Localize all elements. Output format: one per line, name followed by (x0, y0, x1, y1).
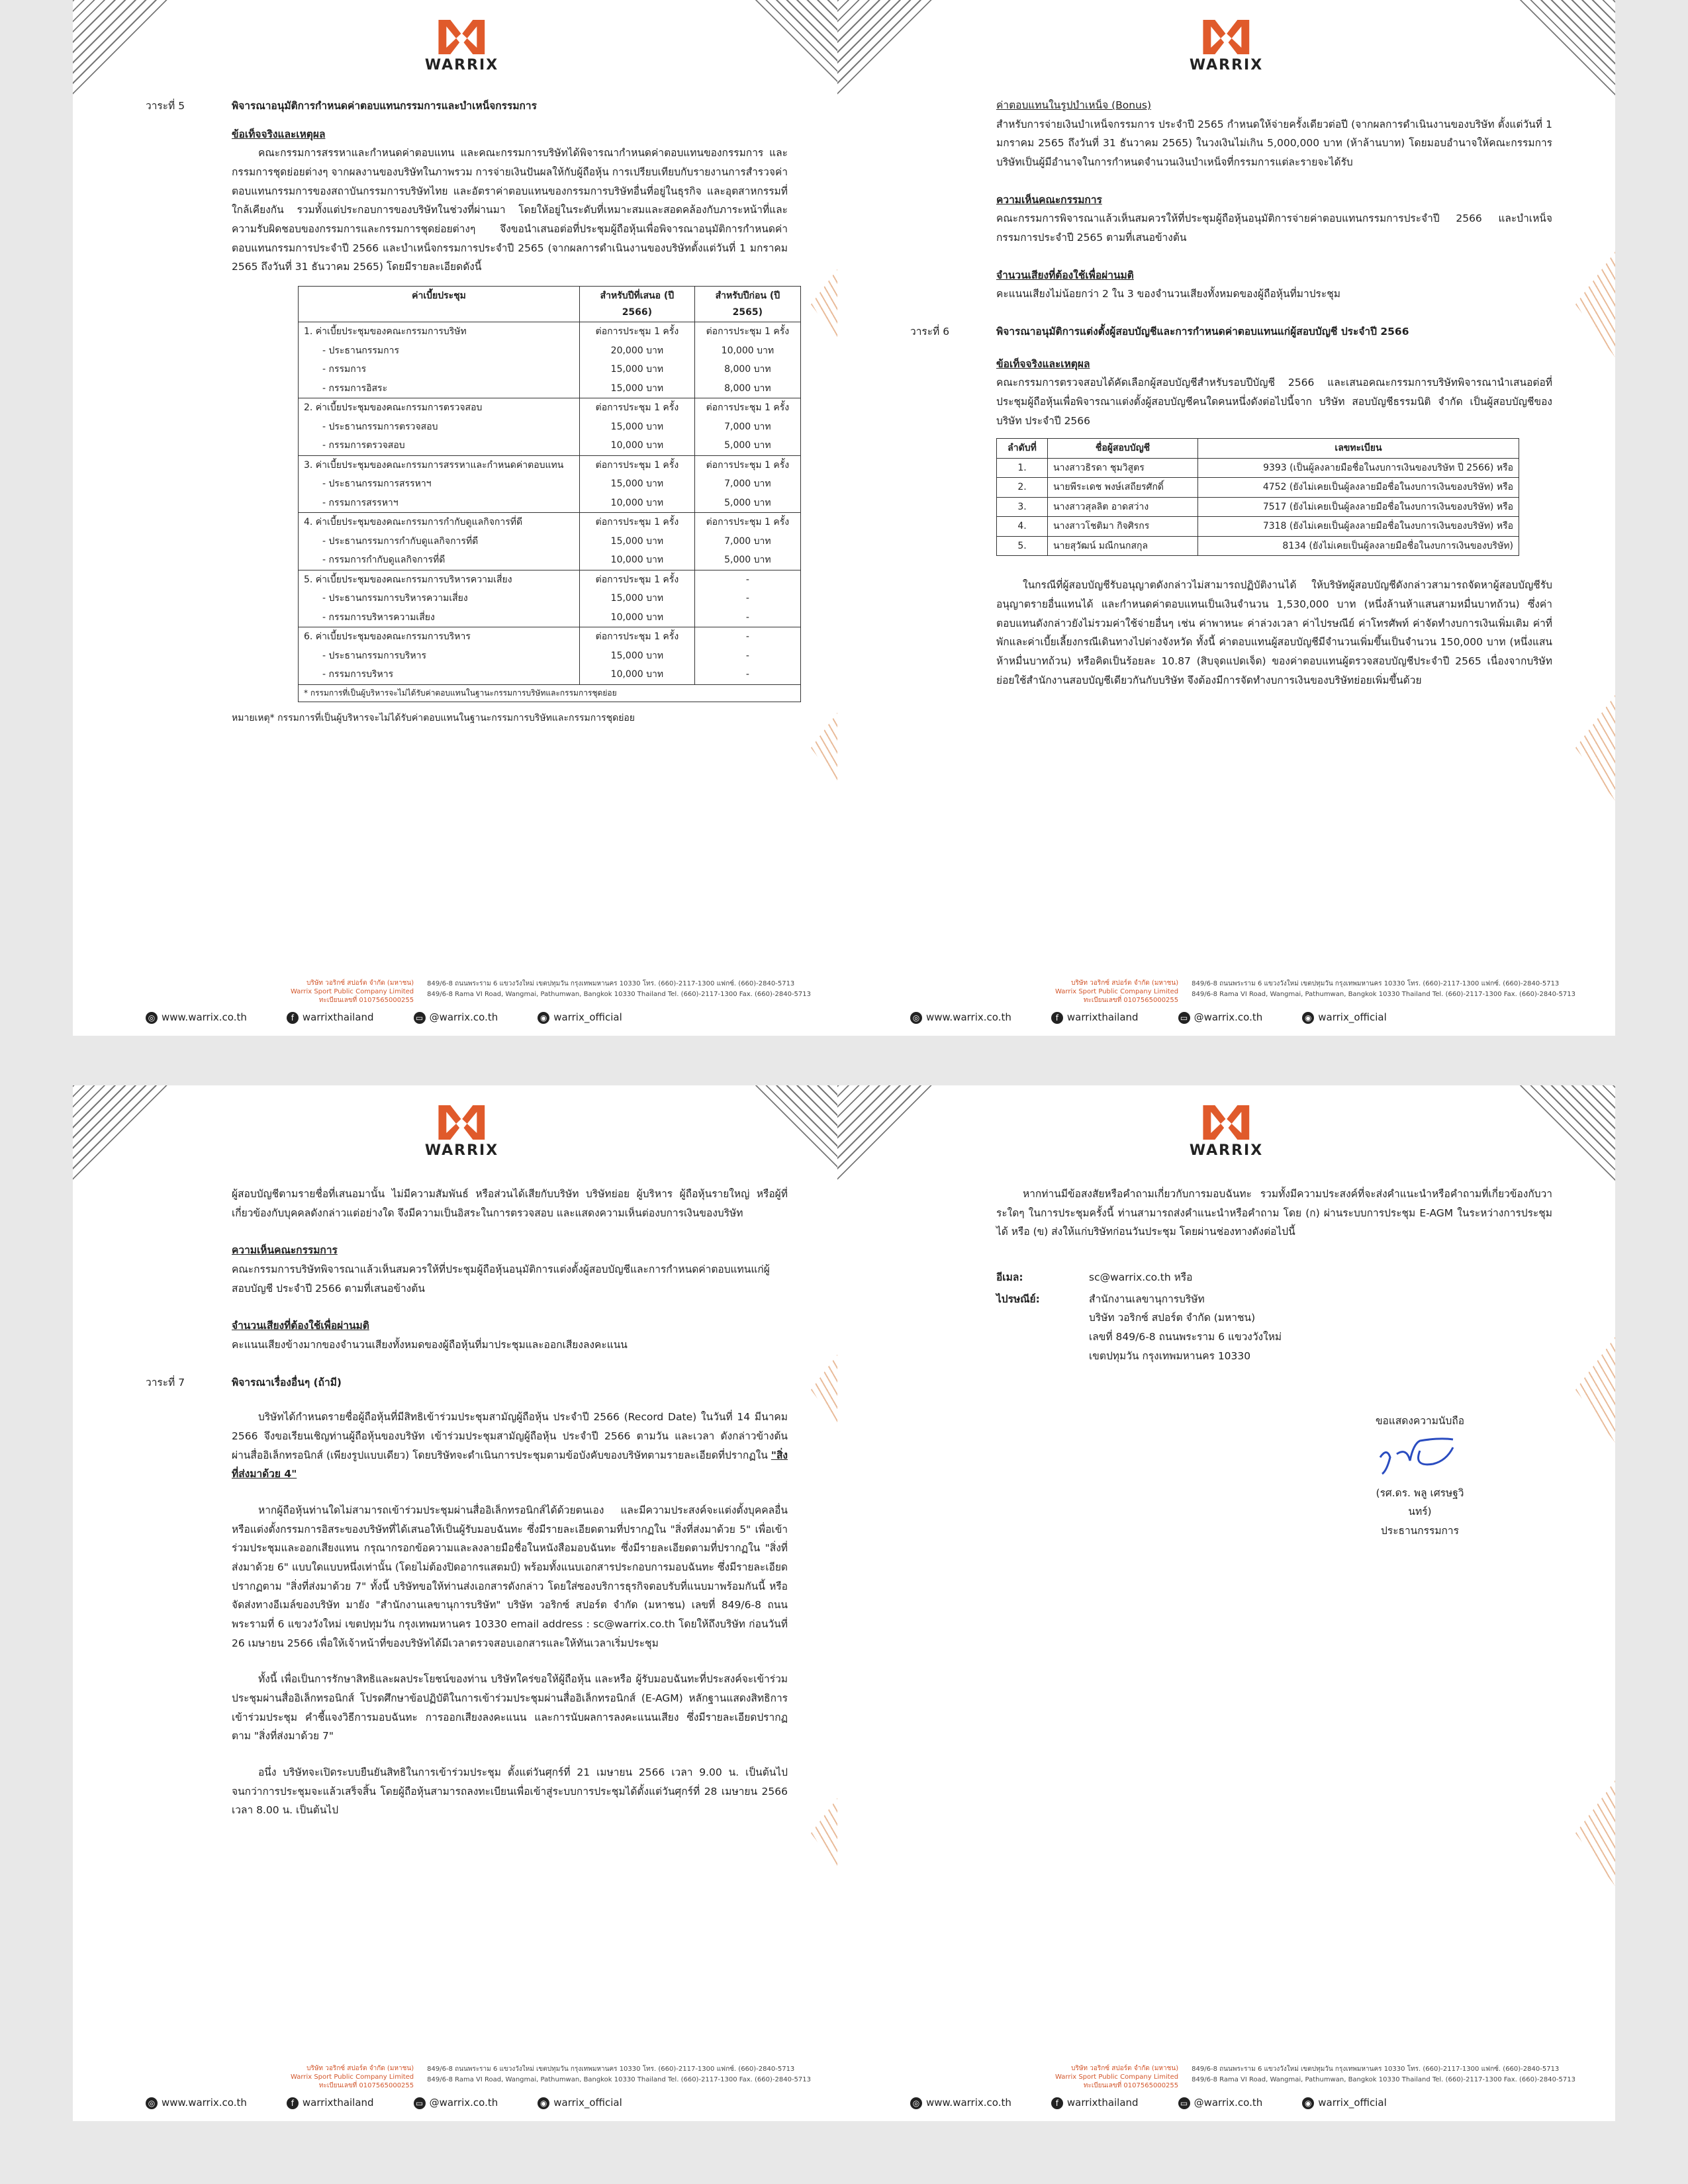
line-icon: ▭ (414, 1012, 426, 1024)
fee-value-cell: 15,000 บาท (580, 589, 695, 608)
footer-company-en: Warrix Sport Public Company Limited (1055, 988, 1179, 995)
fee-label-cell: - กรรมการบริหารความเสี่ยง (299, 608, 580, 627)
table-row (299, 418, 801, 437)
fee-label-cell: - กรรมการกำกับดูแลกิจการที่ดี (299, 551, 580, 570)
post-row (996, 1290, 1552, 1366)
opinion-heading: ความเห็นคณะกรรมการ (996, 193, 1102, 206)
post-label: ไปรษณีย์: (996, 1293, 1040, 1305)
globe-icon: ◎ (910, 1012, 922, 1024)
page-4-content (910, 1185, 1552, 1541)
decorative-stripes (837, 1085, 937, 1185)
agenda-title: พิจารณาอนุมัติการกำหนดค่าตอบแทนกรรมการและบำเหน็จกรรมการ (232, 100, 537, 112)
fee-label-cell: - กรรมการสรรหาฯ (299, 494, 580, 513)
line-link[interactable]: ▭ @warrix.co.th (1178, 2097, 1263, 2109)
fee-value-cell: 15,000 บาท (580, 418, 695, 437)
table-row (299, 455, 801, 475)
facts-text: คณะกรรมการตรวจสอบได้คัดเลือกผู้สอบบัญชีสำหรับรอบปีบัญชี 2566 และเสนอคณะกรรมการบริษัทพิจารณานำเสนอต่อที่ประชุมผู้ถือหุ้นเพื่อพิจารณาแต่งตั้งผู้สอบบัญชีคนใดคนหนึ่งดังต่อไปนี้จาก บริษัท สอบบัญชีธรรมนิติ จำกัด เป็นผู้สอบบัญชีของบริษัท ประจำปี 2566 (996, 377, 1552, 427)
instagram-link[interactable]: ◉ warrix_official (1302, 1011, 1387, 1024)
footer (146, 979, 811, 1024)
votes-heading: จำนวนเสียงที่ต้องใช้เพื่อผ่านมติ (996, 269, 1134, 281)
votes-text: คะแนนเสียงไม่น้อยกว่า 2 ใน 3 ของจำนวนเสียงทั้งหมดของผู้ถือหุ้นที่มาประชุม (996, 288, 1340, 300)
fee-value-cell: - (694, 608, 800, 627)
facebook-icon: f (1051, 2097, 1063, 2109)
fee-value-cell: ต่อการประชุม 1 ครั้ง (694, 398, 800, 418)
table-header: ค่าเบี้ยประชุม (299, 287, 580, 322)
facebook-link[interactable]: f warrixthailand (1051, 2097, 1139, 2109)
decorative-stripes (1575, 1780, 1615, 1886)
fee-label-cell: - ประธานกรรมการตรวจสอบ (299, 418, 580, 437)
footer-company-en: Warrix Sport Public Company Limited (1055, 2073, 1179, 2081)
fee-label-cell: 5. ค่าเบี้ยประชุมของคณะกรรมการบริหารความเสี่ยง (299, 570, 580, 589)
line-link[interactable]: ▭ @warrix.co.th (1178, 1011, 1263, 1024)
table-row (299, 551, 801, 570)
footer-company-th: บริษัท วอริกซ์ สปอร์ต จำกัด (มหาชน) (306, 2065, 414, 2072)
web-link[interactable]: ◎ www.warrix.co.th (910, 1011, 1011, 1024)
record-date-text: บริษัทได้กำหนดรายชื่อผู้ถือหุ้นที่มีสิทธิเข้าร่วมประชุมสามัญผู้ถือหุ้น ประจำปี 2566 (Record Date) ในวันที่ 14 มีนาคม 2566 จึงขอเรียนเชิญท่านผู้ถือหุ้นของบริษัท เข้าร่วมประชุมสามัญผู้ถือหุ้น ประจำปี 2566 ตามวัน และเวลา ดังกล่าวข้างต้น ผ่านสื่ออิเล็กทรอนิกส์ (เพียงรูปแบบเดียว) โดยบริษัทจะดำเนินการประชุมตามข้อบังคับของบริษัทตามรายละเอียดที่ปรากฏใน "สิ่งที่ส่งมาด้วย 4" (232, 1411, 788, 1480)
line-link[interactable]: ▭ @warrix.co.th (414, 1011, 498, 1024)
table-note: * กรรมการที่เป็นผู้บริหารจะไม่ได้รับค่าตอบแทนในฐานะกรรมการบริษัทและกรรมการชุดย่อย (299, 684, 801, 702)
fee-value-cell: 15,000 บาท (580, 475, 695, 494)
table-header: สำหรับปีที่เสนอ (ปี 2566) (580, 287, 695, 322)
instagram-icon: ◉ (1302, 1012, 1314, 1024)
fee-label-cell: 4. ค่าเบี้ยประชุมของคณะกรรมการกำกับดูแลกิจการที่ดี (299, 513, 580, 532)
fee-value-cell: 20,000 บาท (580, 341, 695, 361)
agenda-heading (910, 322, 1552, 341)
facebook-icon: f (1051, 1012, 1063, 1024)
warrix-wordmark: WARRIX (1189, 57, 1264, 73)
email-row (996, 1268, 1552, 1287)
warrix-logo (425, 20, 498, 73)
footer-company-th: บริษัท วอริกซ์ สปอร์ต จำกัด (มหาชน) (306, 979, 414, 987)
fee-label-cell: - ประธานกรรมการสรรหาฯ (299, 475, 580, 494)
globe-icon: ◎ (910, 2097, 922, 2109)
contact-intro: หากท่านมีข้อสงสัยหรือคำถามเกี่ยวกับการมอบฉันทะ รวมทั้งมีความประสงค์ที่จะส่งคำแนะนำหรือคำถามที่เกี่ยวข้องกับวาระใดๆ ในการประชุมครั้งนี้ ท่านสามารถส่งคำแนะนำหรือคำถาม โดย (ก) ผ่านระบบการประชุม E-AGM ในระหว่างการประชุมได้ หรือ (ข) ส่งให้แก่บริษัทก่อนวันประชุม โดยผ่านช่องทางดังต่อไปนี้ (996, 1188, 1552, 1238)
decorative-stripes (1516, 0, 1615, 99)
line-link[interactable]: ▭ @warrix.co.th (414, 2097, 498, 2109)
signer-title: ประธานกรรมการ (1381, 1525, 1459, 1537)
votes-heading: จำนวนเสียงที่ต้องใช้เพื่อผ่านมติ (232, 1320, 369, 1332)
table-row (299, 494, 801, 513)
decorative-stripes (1575, 251, 1615, 357)
fee-value-cell: 10,000 บาท (580, 608, 695, 627)
proxy-text: หากผู้ถือหุ้นท่านใดไม่สามารถเข้าร่วมประชุมผ่านสื่ออิเล็กทรอนิกส์ได้ด้วยตนเอง และมีความประสงค์จะแต่งตั้งบุคคลอื่น หรือแต่งตั้งกรรมการอิสระของบริษัทที่ได้เสนอให้เป็นผู้รับมอบฉันทะ ซึ่งมีรายละเอียดตามที่ปรากฏใน "สิ่งที่ส่งมาด้วย 5" เพื่อเข้าร่วมประชุมและออกเสียงแทน กรุณากรอกข้อความและลงลายมือชื่อในหนังสือมอบฉันทะ ซึ่งมีรายละเอียดตามที่ปรากฏใน "สิ่งที่ส่งมาด้วย 6" แบบใดแบบหนึ่งเท่านั้น (โดยไม่ต้องปิดอากรแสตมป์) พร้อมทั้งแนบเอกสารประกอบการมอบฉันทะ ซึ่งมีรายละเอียดปรากฏตาม "สิ่งที่ส่งมาด้วย 7" ทั้งนี้ บริษัทขอให้ท่านส่งเอกสารดังกล่าว โดยใส่ซองบริการธุรกิจตอบรับที่แนบมาพร้อมกันนี้ หรือจัดส่งทางอีเมล์ของบริษัท มายัง "สำนักงานเลขานุการบริษัท" บริษัท วอริกซ์ สปอร์ต จำกัด (มหาชน) เลขที่ 849/6-8 ถนนพระรามที่ 6 แขวงวังใหม่ เขตปทุมวัน กรุงเทพมหานคร 10330 email address : sc@warrix.co.th โดยให้ถึงบริษัท ก่อนวันที่ 26 เมษายน 2566 เพื่อให้เจ้าหน้าที่ของบริษัทได้มีเวลาตรวจสอบเอกสารและให้ทันเวลาเริ่มประชุม (232, 1504, 788, 1649)
auditor-name: นางสาวธิรดา ชุมวิสูตร (1048, 458, 1198, 478)
fee-label-cell: 2. ค่าเบี้ยประชุมของคณะกรรมการตรวจสอบ (299, 398, 580, 418)
globe-icon: ◎ (146, 2097, 158, 2109)
fee-value-cell: 10,000 บาท (694, 341, 800, 361)
footer (910, 979, 1575, 1024)
agenda-heading (146, 1373, 788, 1392)
votes-text: คะแนนเสียงข้างมากของจำนวนเสียงทั้งหมดของผู้ถือหุ้นที่มาประชุมและออกเสียงลงคะแนน (232, 1339, 628, 1351)
table-row (997, 458, 1519, 478)
facebook-link[interactable]: f warrixthailand (287, 1011, 374, 1024)
auditor-index: 4. (997, 517, 1048, 537)
fee-value-cell: 7,000 บาท (694, 475, 800, 494)
instagram-link[interactable]: ◉ warrix_official (1302, 2097, 1387, 2109)
table-row (997, 478, 1519, 498)
fee-value-cell: 5,000 บาท (694, 436, 800, 455)
footer-reg: ทะเบียนเลขที่ 0107565000255 (1083, 997, 1179, 1004)
warrix-logo-icon (1203, 20, 1250, 54)
registration-text: อนึ่ง บริษัทจะเปิดระบบยืนยันสิทธิในการเข้าร่วมประชุม ตั้งแต่วันศุกร์ที่ 21 เมษายน 2566 เวลา 9.00 น. เป็นต้นไป จนกว่าการประชุมจะแล้วเสร็จสิ้น โดยผู้ถือหุ้นสามารถลงทะเบียนเพื่อเข้าสู่ระบบการประชุมได้ตั้งแต่วันศุกร์ที่ 28 เมษายน 2566 เวลา 8.00 น. เป็นต้นไป (232, 1766, 788, 1817)
auditor-fee-text: ในกรณีที่ผู้สอบบัญชีรับอนุญาตดังกล่าวไม่สามารถปฏิบัติงานได้ ให้บริษัทผู้สอบบัญชีดังกล่าวสามารถจัดหาผู้สอบบัญชีรับอนุญาตรายอื่นแทนได้ และกำหนดค่าตอบแทนเป็นเงินจำนวน 1,530,000 บาท (หนึ่งล้านห้าแสนสามหมื่นบาทถ้วน) ซึ่งค่าตอบแทนดังกล่าวยังไม่รวมค่าใช้จ่ายอื่นๆ เช่น ค่าพาหนะ ค่าล่วงเวลา ค่าไปรษณีย์ ค่าโทรศัพท์ ค่าจัดทำงบการเงินเพิ่มเติม ค่าที่พักและค่าเบี้ยเลี้ยงกรณีเดินทางไปต่างจังหวัด ทั้งนี้ ค่าตอบแทนผู้สอบบัญชีมีจำนวนเพิ่มขึ้นเป็นจำนวน 150,000 บาท (หนึ่งแสนห้าหมื่นบาทถ้วน) หรือคิดเป็นร้อยละ 10.87 (สิบจุดแปดเจ็ด) ของค่าตอบแทนผู้ตรวจสอบบัญชีประจำปี 2565 เนื่องจากบริษัทย่อยใช้สำนักงานสอบบัญชีเดียวกันกับบริษัท จึงต้องมีการจัดทำงบการเงินของบริษัทย่อยเพิ่มขึ้นด้วย (996, 579, 1552, 686)
instagram-icon: ◉ (1302, 2097, 1314, 2109)
auditor-index: 1. (997, 458, 1048, 478)
fee-value-cell: 15,000 บาท (580, 532, 695, 551)
footer-address-en: 849/6-8 Rama VI Road, Wangmai, Pathumwan, Bangkok 10330 Thailand Tel. (660)-2117-1300 Fax. (660)-2840-5713 (1192, 991, 1575, 998)
auditor-index: 5. (997, 536, 1048, 556)
facts-heading: ข้อเท็จจริงและเหตุผล (232, 128, 326, 140)
warrix-logo-icon (439, 1105, 485, 1140)
table-row (299, 647, 801, 666)
fee-value-cell: - (694, 570, 800, 589)
email-value[interactable]: sc@warrix.co.th หรือ (1089, 1271, 1193, 1284)
instagram-icon: ◉ (538, 1012, 549, 1024)
table-header: สำหรับปีก่อน (ปี 2565) (694, 287, 800, 322)
fee-label-cell: - กรรมการ (299, 360, 580, 379)
table-row (997, 517, 1519, 537)
table-row (997, 536, 1519, 556)
fee-value-cell: 10,000 บาท (580, 551, 695, 570)
social-links (910, 2097, 1575, 2109)
web-link[interactable]: ◎ www.warrix.co.th (146, 2097, 247, 2109)
instagram-link[interactable]: ◉ warrix_official (538, 2097, 622, 2109)
decorative-stripes (1516, 1085, 1615, 1185)
meeting-fee-table (298, 286, 801, 702)
auditor-name: นางสาวโชติมา กิจศิรกร (1048, 517, 1198, 537)
decorative-stripes (837, 0, 937, 99)
table-row (299, 379, 801, 398)
page-4 (837, 1085, 1615, 2121)
fee-label-cell: - กรรมการบริหาร (299, 665, 580, 684)
opinion-text: คณะกรรมการพิจารณาแล้วเห็นสมควรให้ที่ประชุมผู้ถือหุ้นอนุมัติการจ่ายค่าตอบแทนกรรมการประจำปี 2566 และบำเหน็จกรรมการประจำปี 2565 ตามที่เสนอข้างต้น (996, 212, 1552, 244)
warrix-logo (425, 1105, 498, 1159)
web-link[interactable]: ◎ www.warrix.co.th (146, 1011, 247, 1024)
auditor-table (996, 438, 1519, 556)
footer-reg: ทะเบียนเลขที่ 0107565000255 (318, 2082, 414, 2089)
decorative-stripes (751, 1085, 851, 1185)
footer-address-en: 849/6-8 Rama VI Road, Wangmai, Pathumwan, Bangkok 10330 Thailand Tel. (660)-2117-1300 Fax. (660)-2840-5713 (1192, 2076, 1575, 2083)
auditor-license: 4752 (ยังไม่เคยเป็นผู้ลงลายมือชื่อในงบการเงินของบริษัท) หรือ (1198, 478, 1519, 498)
signature-image (1367, 1431, 1473, 1477)
warrix-logo-icon (1203, 1105, 1250, 1140)
footer-address-th: 849/6-8 ถนนพระราม 6 แขวงวังใหม่ เขตปทุมวัน กรุงเทพมหานคร 10330 โทร. (660)-2117-1300 แฟกซ์. (660)-2840-5713 (427, 980, 795, 987)
remark: หมายเหตุ* กรรมการที่เป็นผู้บริหารจะไม่ได้รับค่าตอบแทนในฐานะกรรมการบริษัทและกรรมการชุดย่อย (232, 712, 635, 723)
facts-heading: ข้อเท็จจริงและเหตุผล (996, 357, 1090, 370)
fee-value-cell: ต่อการประชุม 1 ครั้ง (580, 455, 695, 475)
footer-company (146, 979, 811, 1005)
warrix-wordmark: WARRIX (1189, 1142, 1264, 1159)
warrix-logo-icon (439, 20, 485, 54)
fee-value-cell: 8,000 บาท (694, 379, 800, 398)
warrix-wordmark: WARRIX (424, 1142, 499, 1159)
facebook-link[interactable]: f warrixthailand (1051, 1011, 1139, 1024)
table-row (299, 665, 801, 684)
decorative-stripes (1575, 695, 1615, 801)
fee-value-cell: 10,000 บาท (580, 436, 695, 455)
fee-label-cell: - กรรมการตรวจสอบ (299, 436, 580, 455)
fee-value-cell: 5,000 บาท (694, 551, 800, 570)
footer-company-th: บริษัท วอริกซ์ สปอร์ต จำกัด (มหาชน) (1071, 2065, 1179, 2072)
line-icon: ▭ (1178, 1012, 1190, 1024)
fee-value-cell: 7,000 บาท (694, 532, 800, 551)
fee-value-cell: 5,000 บาท (694, 494, 800, 513)
page-3-content (146, 1185, 788, 1820)
fee-value-cell: 8,000 บาท (694, 360, 800, 379)
page-1-content (146, 93, 788, 727)
fee-value-cell: ต่อการประชุม 1 ครั้ง (580, 322, 695, 341)
fee-label-cell: 1. ค่าเบี้ยประชุมของคณะกรรมการบริษัท (299, 322, 580, 341)
agenda-heading (146, 97, 788, 116)
table-header: ชื่อผู้สอบบัญชี (1048, 439, 1198, 459)
table-row (299, 570, 801, 589)
agenda-number: วาระที่ 7 (146, 1376, 185, 1388)
table-row (299, 589, 801, 608)
footer-address-th: 849/6-8 ถนนพระราม 6 แขวงวังใหม่ เขตปทุมวัน กรุงเทพมหานคร 10330 โทร. (660)-2117-1300 แฟกซ์. (660)-2840-5713 (1192, 980, 1560, 987)
table-row (997, 497, 1519, 517)
auditor-name: นายพีระเดช พงษ์เสถียรศักดิ์ (1048, 478, 1198, 498)
auditor-license: 7517 (ยังไม่เคยเป็นผู้ลงลายมือชื่อในงบการเงินของบริษัท) หรือ (1198, 497, 1519, 517)
agenda-number: วาระที่ 5 (146, 100, 185, 112)
fee-value-cell: 15,000 บาท (580, 379, 695, 398)
fee-label-cell: - ประธานกรรมการบริหาร (299, 647, 580, 666)
independence-text: ผู้สอบบัญชีตามรายชื่อที่เสนอมานั้น ไม่มีความสัมพันธ์ หรือส่วนได้เสียกับบริษัท บริษัทย่อย ผู้บริหาร ผู้ถือหุ้นรายใหญ่ หรือผู้ที่เกี่ยวข้องกับบุคคลดังกล่าวแต่อย่างใด จึงมีความเป็นอิสระในการตรวจสอบ และแสดงความเห็นต่องบการเงินของบริษัท (232, 1188, 788, 1219)
table-row (299, 608, 801, 627)
agenda-title: พิจารณาเรื่องอื่นๆ (ถ้ามี) (232, 1376, 342, 1388)
table-header: เลขทะเบียน (1198, 439, 1519, 459)
table-row (299, 513, 801, 532)
fee-value-cell: 15,000 บาท (580, 360, 695, 379)
footer-address-th: 849/6-8 ถนนพระราม 6 แขวงวังใหม่ เขตปทุมวัน กรุงเทพมหานคร 10330 โทร. (660)-2117-1300 แฟกซ์. (660)-2840-5713 (427, 2066, 795, 2073)
fee-value-cell: ต่อการประชุม 1 ครั้ง (694, 455, 800, 475)
fee-label-cell: - ประธานกรรมการกำกับดูแลกิจการที่ดี (299, 532, 580, 551)
fee-value-cell: - (694, 627, 800, 647)
opinion-heading: ความเห็นคณะกรรมการ (232, 1244, 338, 1257)
fee-label-cell: 6. ค่าเบี้ยประชุมของคณะกรรมการบริหาร (299, 627, 580, 647)
attachment-4-ref: "สิ่งที่ส่งมาด้วย 4" (232, 1449, 788, 1480)
fee-value-cell: 10,000 บาท (580, 494, 695, 513)
facebook-icon: f (287, 1012, 299, 1024)
table-row (299, 627, 801, 647)
table-header: ลำดับที่ (997, 439, 1048, 459)
table-row (299, 341, 801, 361)
email-label: อีเมล: (996, 1271, 1023, 1284)
fee-value-cell: 15,000 บาท (580, 647, 695, 666)
auditor-license: 9393 (เป็นผู้ลงลายมือชื่อในงบการเงินของบริษัท ปี 2566) หรือ (1198, 458, 1519, 478)
fee-value-cell: - (694, 647, 800, 666)
fee-label-cell: 3. ค่าเบี้ยประชุมของคณะกรรมการสรรหาและกำหนดค่าตอบแทน (299, 455, 580, 475)
social-links (146, 2097, 811, 2109)
footer (146, 2064, 811, 2109)
table-row (299, 322, 801, 341)
fee-value-cell: - (694, 589, 800, 608)
table-row (299, 436, 801, 455)
footer-address-en: 849/6-8 Rama VI Road, Wangmai, Pathumwan, Bangkok 10330 Thailand Tel. (660)-2117-1300 Fax. (660)-2840-5713 (427, 991, 811, 998)
table-row (299, 398, 801, 418)
page-1 (73, 0, 851, 1036)
agenda-number: วาระที่ 6 (910, 326, 950, 338)
decorative-stripes (73, 0, 172, 99)
warrix-logo (1190, 20, 1263, 73)
footer-reg: ทะเบียนเลขที่ 0107565000255 (318, 997, 414, 1004)
decorative-stripes (751, 0, 851, 99)
bonus-heading: ค่าตอบแทนในรูปบำเหน็จ (Bonus) (996, 99, 1152, 111)
fee-label-cell: - ประธานกรรมการ (299, 341, 580, 361)
fee-value-cell: ต่อการประชุม 1 ครั้ง (580, 627, 695, 647)
fee-value-cell: ต่อการประชุม 1 ครั้ง (694, 513, 800, 532)
instagram-icon: ◉ (538, 2097, 549, 2109)
signature-block (1367, 1412, 1473, 1540)
auditor-license: 8134 (ยังไม่เคยเป็นผู้ลงลายมือชื่อในงบการเงินของบริษัท) (1198, 536, 1519, 556)
globe-icon: ◎ (146, 1012, 158, 1024)
footer-address-en: 849/6-8 Rama VI Road, Wangmai, Pathumwan, Bangkok 10330 Thailand Tel. (660)-2117-1300 Fax. (660)-2840-5713 (427, 2076, 811, 2083)
fee-value-cell: 7,000 บาท (694, 418, 800, 437)
post-address: สำนักงานเลขานุการบริษัท บริษัท วอริกซ์ สปอร์ต จำกัด (มหาชน) เลขที่ 849/6-8 ถนนพระราม 6 แขวงวังใหม่ เขตปทุมวัน กรุงเทพมหานคร 10330 (1089, 1293, 1282, 1362)
decorative-stripes (1575, 1337, 1615, 1443)
fee-value-cell: ต่อการประชุม 1 ครั้ง (580, 398, 695, 418)
auditor-name: นายสุวัฒน์ มณีกนกสกุล (1048, 536, 1198, 556)
agenda-title: พิจารณาอนุมัติการแต่งตั้งผู้สอบบัญชีและการกำหนดค่าตอบแทนแก่ผู้สอบบัญชี ประจำปี 2566 (996, 326, 1409, 338)
auditor-name: นางสาวสุลลิต อาดสว่าง (1048, 497, 1198, 517)
web-link[interactable]: ◎ www.warrix.co.th (910, 2097, 1011, 2109)
bonus-text: สำหรับการจ่ายเงินบำเหน็จกรรมการ ประจำปี 2565 กำหนดให้จ่ายครั้งเดียวต่อปี (จากผลการดำเนินงานของบริษัท ตั้งแต่วันที่ 1 มกราคม 2565 ถึงวันที่ 31 ธันวาคม 2565) ในวงเงินไม่เกิน 5,000,000 บาท (ห้าล้านบาท) โดยมอบอำนาจให้คณะกรรมการบริษัทเป็นผู้มีอำนาจในการกำหนดจำนวนเงินบำเหน็จที่กรรมการแต่ละรายจะได้รับ (996, 118, 1552, 169)
fee-value-cell: ต่อการประชุม 1 ครั้ง (580, 513, 695, 532)
decorative-stripes (73, 1085, 172, 1185)
facebook-icon: f (287, 2097, 299, 2109)
footer-address-th: 849/6-8 ถนนพระราม 6 แขวงวังใหม่ เขตปทุมวัน กรุงเทพมหานคร 10330 โทร. (660)-2117-1300 แฟกซ์. (660)-2840-5713 (1192, 2066, 1560, 2073)
table-row (299, 360, 801, 379)
footer-reg: ทะเบียนเลขที่ 0107565000255 (1083, 2082, 1179, 2089)
social-links (146, 1011, 811, 1024)
line-icon: ▭ (414, 2097, 426, 2109)
warrix-wordmark: WARRIX (424, 57, 499, 73)
page-2-content (910, 96, 1552, 690)
regards-text: ขอแสดงความนับถือ (1375, 1415, 1465, 1428)
auditor-license: 7318 (ยังไม่เคยเป็นผู้ลงลายมือชื่อในงบการเงินของบริษัท) หรือ (1198, 517, 1519, 537)
facts-text: คณะกรรมการสรรหาและกำหนดค่าตอบแทน และคณะกรรมการบริษัทได้พิจารณากำหนดค่าตอบแทนของกรรมการ และกรรมการชุดย่อยต่างๆ จากผลงานของบริษัทในภาพรวม การจ่ายเงินปันผลให้กับผู้ถือหุ้น การเปรียบเทียบกับรายงานการสำรวจค่าตอบแทนกรรมการของสถาบันกรรมการบริษัทไทย และอัตราค่าตอบแทนของกรรมการบริษัทอื่นที่อยู่ในธุรกิจ และอุตสาหกรรมที่ใกล้เคียงกัน รวมทั้งแต่ประกอบการของบริษัทในช่วงที่ผ่านมา โดยให้อยู่ในระดับที่เหมาะสมและสอดคล้องกับภาระหน้าที่และความรับผิดชอบของกรรมการและกรรมการชุดย่อยต่างๆ จึงขอนำเสนอต่อที่ประชุมผู้ถือหุ้นเพื่อพิจารณาอนุมัติการกำหนดค่าตอบแทนกรรมการประจำปี 2566 และบำเหน็จกรรมการประจำปี 2565 (จากผลการดำเนินงานของบริษัทตั้งแต่วันที่ 1 มกราคม 2565 ถึงวันที่ 31 ธันวาคม 2565) โดยมีรายละเอียดดังนี้ (232, 147, 788, 273)
signer-name: (รศ.ดร. พลู เศรษฐวินทร์) (1376, 1486, 1464, 1518)
warrix-logo (1190, 1105, 1263, 1159)
fee-value-cell: ต่อการประชุม 1 ครั้ง (694, 322, 800, 341)
footer-company-en: Warrix Sport Public Company Limited (291, 2073, 414, 2081)
footer (910, 2064, 1575, 2109)
auditor-index: 3. (997, 497, 1048, 517)
fee-value-cell: ต่อการประชุม 1 ครั้ง (580, 570, 695, 589)
auditor-index: 2. (997, 478, 1048, 498)
social-links (910, 1011, 1575, 1024)
instagram-link[interactable]: ◉ warrix_official (538, 1011, 622, 1024)
fee-label-cell: - ประธานกรรมการบริหารความเสี่ยง (299, 589, 580, 608)
page-3 (73, 1085, 851, 2121)
facebook-link[interactable]: f warrixthailand (287, 2097, 374, 2109)
table-row (299, 532, 801, 551)
page-2 (837, 0, 1615, 1036)
fee-value-cell: - (694, 665, 800, 684)
opinion-text: คณะกรรมการบริษัทพิจารณาแล้วเห็นสมควรให้ที่ประชุมผู้ถือหุ้นอนุมัติการแต่งตั้งผู้สอบบัญชีและการกำหนดค่าตอบแทนแก่ผู้สอบบัญชี ประจำปี 2566 ตามที่เสนอข้างต้น (232, 1263, 770, 1295)
line-icon: ▭ (1178, 2097, 1190, 2109)
fee-value-cell: 10,000 บาท (580, 665, 695, 684)
fee-label-cell: - กรรมการอิสระ (299, 379, 580, 398)
footer-company-en: Warrix Sport Public Company Limited (291, 988, 414, 995)
footer-company-th: บริษัท วอริกซ์ สปอร์ต จำกัด (มหาชน) (1071, 979, 1179, 987)
e-agm-text: ทั้งนี้ เพื่อเป็นการรักษาสิทธิและผลประโยชน์ของท่าน บริษัทใคร่ขอให้ผู้ถือหุ้น และหรือ ผู้รับมอบฉันทะที่ประสงค์จะเข้าร่วมประชุมผ่านสื่ออิเล็กทรอนิกส์ โปรดศึกษาข้อปฏิบัติในการเข้าร่วมประชุมผ่านสื่ออิเล็กทรอนิกส์ (E-AGM) หลักฐานแสดงสิทธิการเข้าร่วมประชุม คำชี้แจงวิธีการมอบฉันทะ การออกเสียงลงคะแนน และการนับผลการลงคะแนนเสียง ซึ่งมีรายละเอียดปรากฏตาม "สิ่งที่ส่งมาด้วย 7" (232, 1673, 788, 1743)
table-row (299, 475, 801, 494)
